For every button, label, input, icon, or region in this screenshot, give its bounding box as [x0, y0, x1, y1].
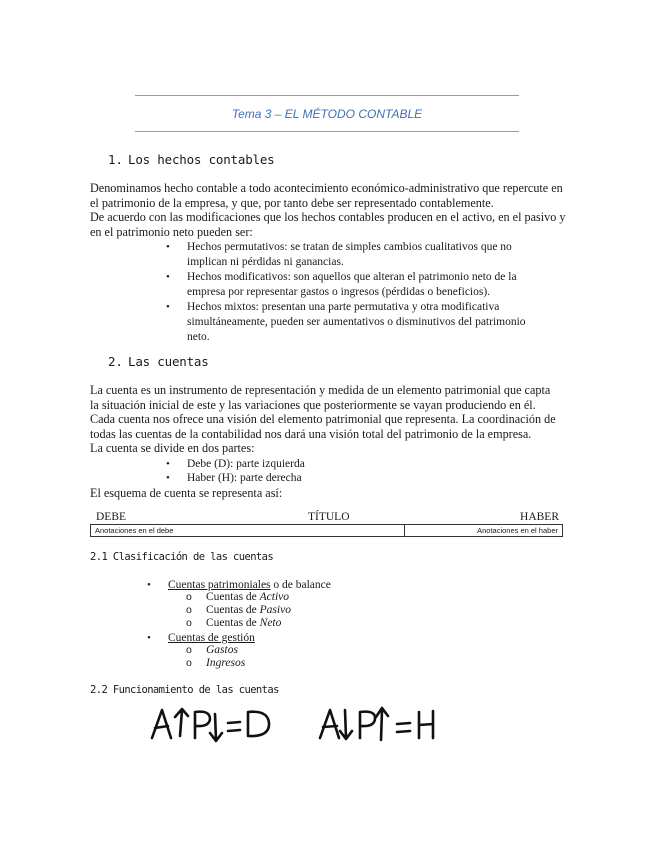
bullet-haber	[166, 471, 302, 486]
bullet-dot-icon: •	[147, 579, 151, 591]
handwritten-letter-a	[320, 710, 339, 738]
paragraph-line: la situación inicial de este y las variaciones que posteriormente se vayan produciendo en él.	[90, 397, 536, 412]
circle-bullet-icon: o	[186, 591, 192, 603]
bullet-dot-icon: •	[166, 458, 170, 470]
bullet-line: neto.	[187, 331, 210, 343]
handwritten-letter-a	[152, 710, 171, 738]
bullet-dot-icon: •	[147, 632, 151, 644]
sub-item-name: Pasivo	[259, 604, 291, 616]
paragraph-line: Denominamos hecho contable a todo acontecimiento económico-administrativo que repercute en	[90, 181, 563, 195]
section-2-heading	[108, 354, 209, 369]
bullet-debe	[166, 457, 305, 472]
scheme-intro	[90, 486, 568, 501]
handwritten-letter-p	[360, 712, 375, 738]
page-title: Tema 3 – EL MÉTODO CONTABLE	[231, 107, 423, 121]
bullet-line: Hechos mixtos: presentan una parte permutativa y otra modificativa	[187, 301, 500, 313]
sub-item-name: Gastos	[206, 644, 238, 656]
section-1-paragraph	[90, 181, 568, 239]
down-arrow-icon	[340, 710, 352, 739]
sub-item-prefix: Cuentas de	[206, 591, 260, 603]
section-1-heading	[108, 152, 275, 167]
cuentas-patrimoniales-label: Cuentas patrimoniales	[168, 579, 271, 591]
equals-sign	[228, 722, 240, 731]
cuentas-patrimoniales-rest: o de balance	[270, 579, 331, 591]
paragraph-line: el patrimonio de la empresa, y que, por tanto debe ser representado contablemente.	[90, 195, 494, 210]
bullet-line: implican ni pérdidas ni ganancias.	[187, 256, 344, 268]
bullet-hechos-mixtos	[166, 300, 526, 345]
up-arrow-icon	[175, 709, 188, 736]
debe-cell: Anotaciones en el debe	[91, 525, 405, 537]
paragraph-line: Cada cuenta nos ofrece una visión del elemento patrimonial que representa. La coordinación de	[90, 412, 556, 427]
section-2-2-heading: 2.2 Funcionamiento de las cuentas	[90, 684, 279, 696]
sub-item-name: Ingresos	[206, 657, 246, 669]
circle-bullet-icon: o	[186, 657, 192, 669]
paragraph-line: El esquema de cuenta se representa así:	[90, 486, 283, 500]
section-2-1-heading: 2.1 Clasificación de las cuentas	[90, 551, 274, 563]
cuentas-gestion-label: Cuentas de gestión	[168, 632, 255, 644]
circle-bullet-icon: o	[186, 604, 192, 616]
section-2-number: 2.	[108, 354, 123, 369]
table-row	[91, 525, 563, 537]
haber-cell: Anotaciones en el haber	[405, 525, 563, 537]
circle-bullet-icon: o	[186, 617, 192, 629]
bullet-dot-icon: •	[166, 472, 170, 484]
up-arrow-icon	[376, 708, 388, 740]
down-arrow-icon	[210, 714, 222, 741]
bullet-line: Hechos permutativos: se tratan de simples cambios cualitativos que no	[187, 241, 512, 253]
account-scheme-table	[90, 524, 563, 537]
handwritten-letter-d	[248, 712, 269, 736]
equals-sign	[397, 723, 410, 732]
circle-bullet-icon: o	[186, 644, 192, 656]
header-rule-bottom	[135, 131, 519, 132]
sub-item-name: Neto	[259, 617, 282, 629]
sub-item-name: Activo	[259, 591, 290, 603]
section-2-paragraph	[90, 383, 568, 456]
handwritten-letter-p	[195, 712, 210, 738]
bullet-dot-icon: •	[166, 271, 170, 283]
sub-item-prefix: Cuentas de	[206, 604, 260, 616]
paragraph-line: La cuenta es un instrumento de representación y medida de un elemento patrimonial que capta	[90, 383, 551, 397]
bullet-line: simultáneamente, pueden ser aumentativos o disminutivos del patrimonio	[187, 316, 526, 328]
paragraph-line: en el patrimonio neto pueden ser:	[90, 224, 253, 239]
bullet-line: Haber (H): parte derecha	[187, 472, 302, 484]
handwritten-letter-h	[419, 711, 433, 738]
debe-label: DEBE	[96, 511, 127, 523]
bullet-dot-icon: •	[166, 301, 170, 313]
section-1-title: Los hechos contables	[128, 152, 275, 167]
bullet-dot-icon: •	[166, 241, 170, 253]
sub-item-prefix: Cuentas de	[206, 617, 260, 629]
bullet-hechos-modificativos	[166, 270, 517, 300]
header-rule-top	[135, 95, 519, 96]
paragraph-line: La cuenta se divide en dos partes:	[90, 441, 255, 456]
haber-label: HABER	[520, 511, 559, 523]
bullet-line: Hechos modificativos: son aquellos que alteran el patrimonio neto de la	[187, 271, 517, 283]
section-2-title: Las cuentas	[128, 354, 209, 369]
bullet-line: empresa por representar gastos o ingresos (pérdidas o beneficios).	[187, 286, 491, 298]
bullet-hechos-permutativos	[166, 240, 512, 270]
handwritten-formulas	[140, 700, 480, 750]
section-1-number: 1.	[108, 152, 123, 167]
bullet-line: Debe (D): parte izquierda	[187, 458, 305, 470]
paragraph-line: todas las cuentas de la contabilidad nos dará una visión total del patrimonio de la empresa.	[90, 426, 532, 441]
titulo-label: TÍTULO	[308, 511, 350, 523]
paragraph-line: De acuerdo con las modificaciones que los hechos contables producen en el activo, en el pasivo y	[90, 210, 566, 225]
